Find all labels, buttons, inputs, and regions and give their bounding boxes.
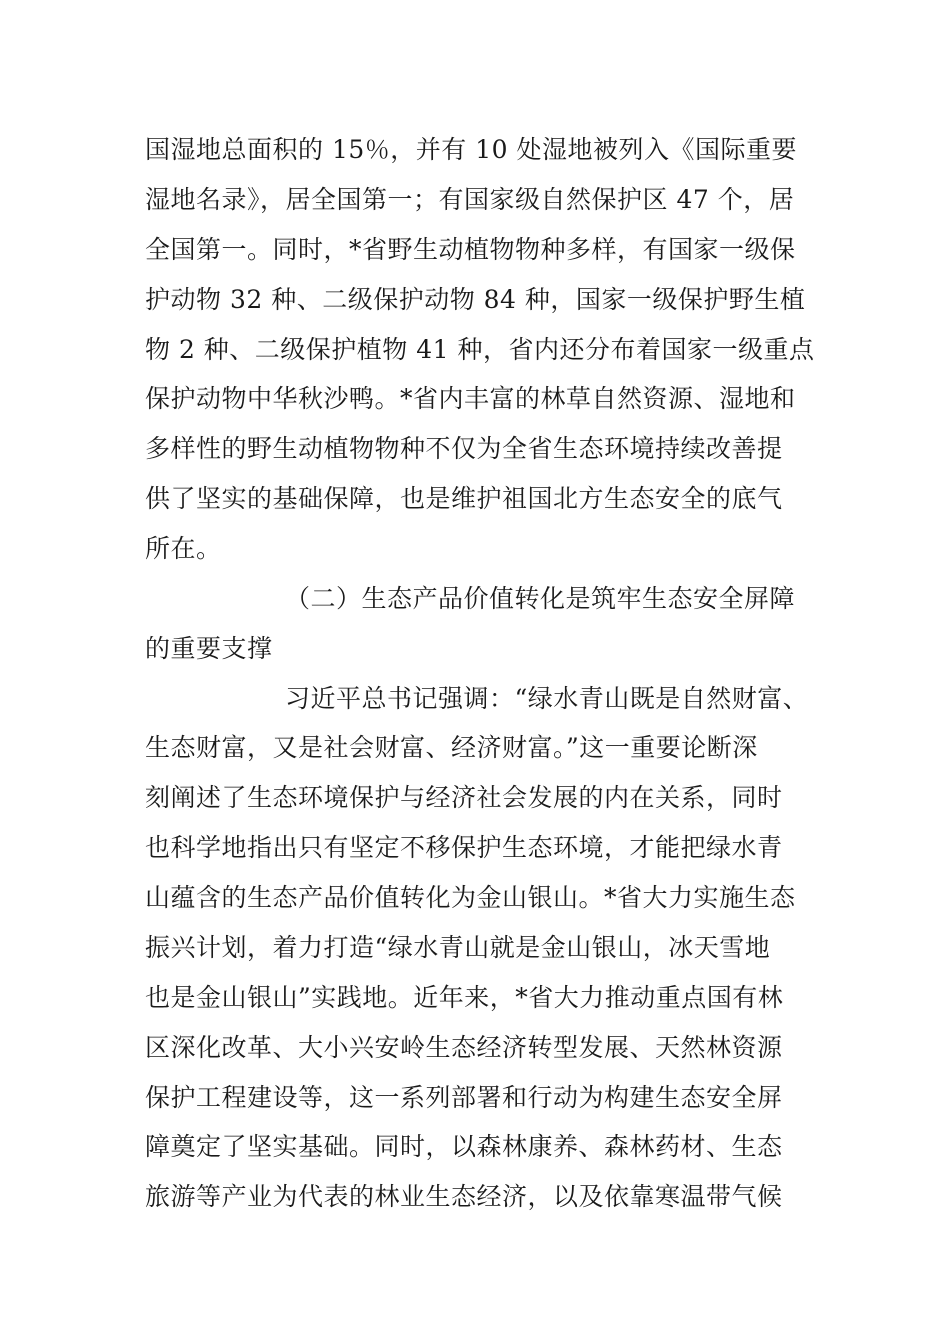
paragraph-line: 习近平总书记强调：“绿水青山既是自然财富、 (285, 684, 809, 713)
paragraph-line: 保护动物中华秋沙鸭。*省内丰富的林草自然资源、湿地和 (145, 384, 796, 413)
paragraph-line: 国湿地总面积的 15％，并有 10 处湿地被列入《国际重要 (145, 135, 797, 164)
paragraph-line: 所在。 (145, 534, 222, 563)
paragraph-line: 刻阐述了生态环境保护与经济社会发展的内在关系，同时 (145, 783, 783, 812)
paragraph-line: 保护工程建设等，这一系列部署和行动为构建生态安全屏 (145, 1083, 783, 1112)
paragraph-line: 生态财富，又是社会财富、经济财富。”这一重要论断深 (145, 733, 758, 762)
paragraph-line: 区深化改革、大小兴安岭生态经济转型发展、天然林资源 (145, 1033, 783, 1062)
paragraph-line: 障奠定了坚实基础。同时，以森林康养、森林药材、生态 (145, 1132, 783, 1161)
paragraph-line: 也是金山银山”实践地。近年来，*省大力推动重点国有林 (145, 983, 784, 1012)
section-heading: （二）生态产品价值转化是筑牢生态安全屏障 (285, 584, 796, 613)
paragraph-line: 湿地名录》，居全国第一；有国家级自然保护区 47 个，居 (145, 185, 795, 214)
paragraph-line: 物 2 种、二级保护植物 41 种，省内还分布着国家一级重点 (145, 335, 815, 364)
paragraph-line: 多样性的野生动植物物种不仅为全省生态环境持续改善提 (145, 434, 783, 463)
paragraph-line: 旅游等产业为代表的林业生态经济，以及依靠寒温带气候 (145, 1182, 783, 1211)
paragraph-line: 振兴计划，着力打造“绿水青山就是金山银山，冰天雪地 (145, 933, 771, 962)
paragraph-line: 供了坚实的基础保障，也是维护祖国北方生态安全的底气 (145, 484, 783, 513)
paragraph-line: 全国第一。同时，*省野生动植物物种多样，有国家一级保 (145, 235, 796, 264)
paragraph-line: 也科学地指出只有坚定不移保护生态环境，才能把绿水青 (145, 833, 783, 862)
section-heading: 的重要支撑 (145, 634, 273, 663)
paragraph-line: 山蕴含的生态产品价值转化为金山银山。*省大力实施生态 (145, 883, 796, 912)
paragraph-line: 护动物 32 种、二级保护动物 84 种，国家一级保护野生植 (145, 285, 806, 314)
